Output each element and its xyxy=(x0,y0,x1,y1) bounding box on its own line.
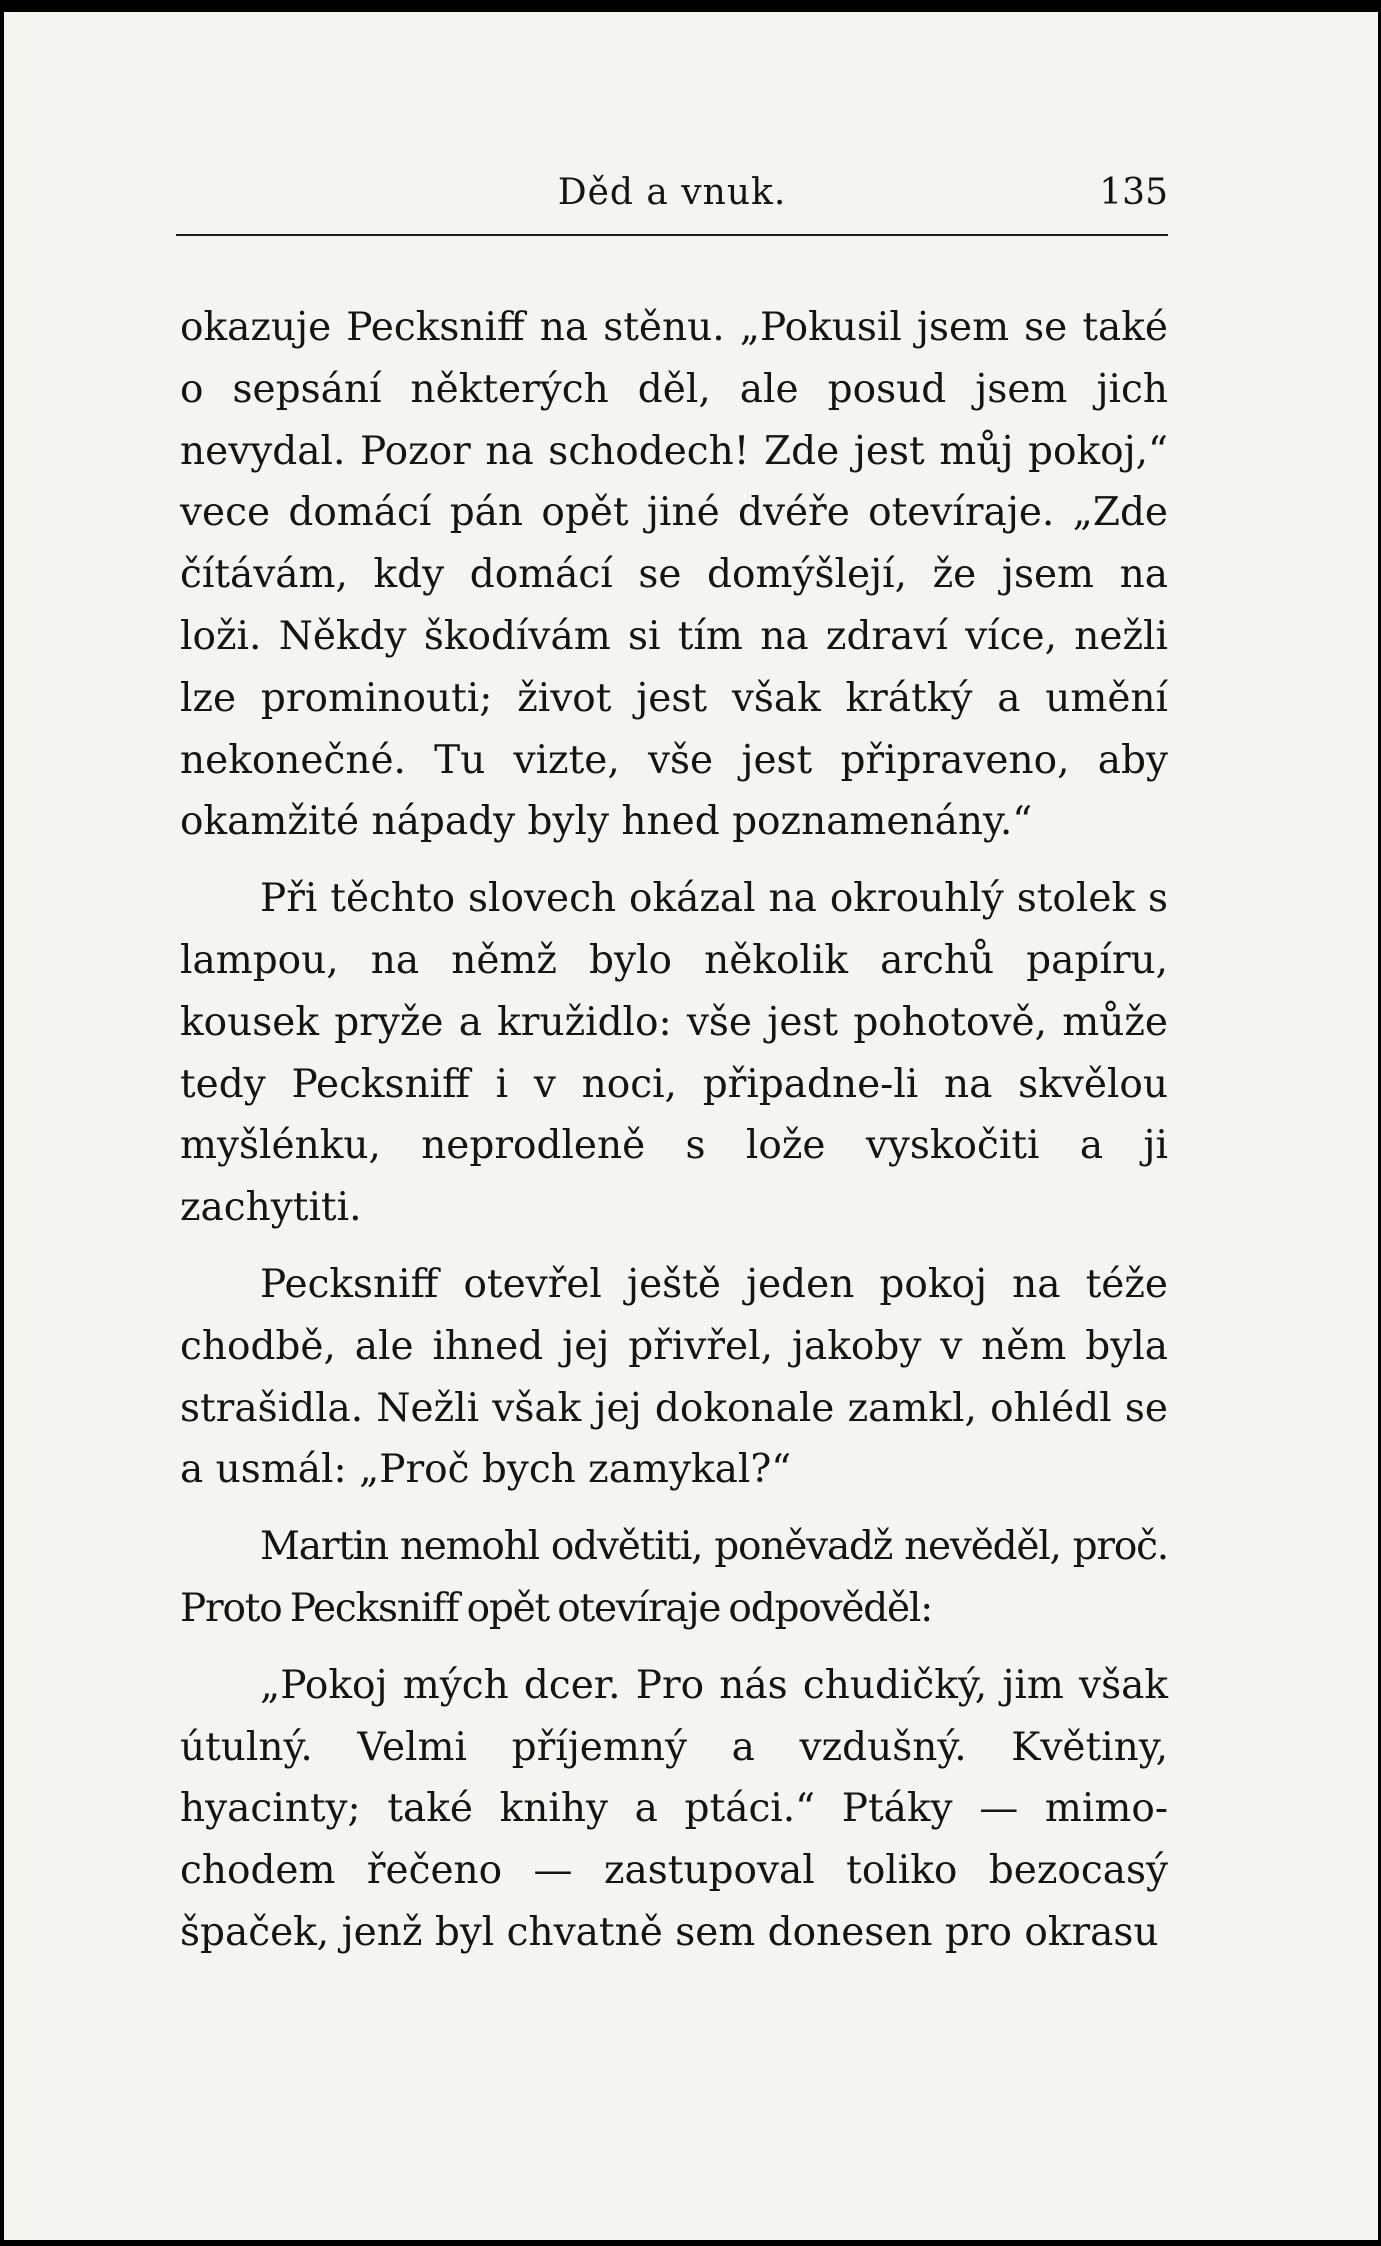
header-rule xyxy=(176,234,1168,236)
paragraph: Při těchto slovech okázal na okrouhlý stolek s lampou, na němž bylo několik archů papíru, kousek pryže a kružidlo: vše jest pohotově, může tedy Pecksniff i v noci, připadne-li na skvělou myšlénku, neprodleně s lože vyskočiti a ji zachytiti. xyxy=(180,876,1168,1231)
book-page xyxy=(4,12,1378,2240)
paragraph-continuation: okazuje Pecksniff na stěnu. „Pokusil jsem se také o sepsání některých děl, ale posud jsem jich nevydal. Pozor na schodech! Zde jest můj pokoj,“ vece domácí pán opět jiné dvéře otevíraje. „Zde čítávám, kdy domácí se domýšlejí, že jsem na loži. Někdy škodívám si tím na zdraví více, nežli lze prominouti; život jest však krátký a umění nekonečné. Tu vizte, vše jest připraveno, aby okamžité nápady byly hned poznamenány.“ xyxy=(180,305,1168,845)
body-text xyxy=(180,297,1168,1964)
paragraph: Martin nemohl odvětiti, poněvadž nevěděl, proč. Proto Pecksniff opět otevíraje odpověděl: xyxy=(180,1524,1168,1631)
page-header xyxy=(176,172,1168,232)
paragraph: Pecksniff otevřel ještě jeden pokoj na téže chodbě, ale ihned jej přivřel, jakoby v něm byla strašidla. Nežli však jej dokonale zamkl, ohlédl se a usmál: „Proč bych zamykal?“ xyxy=(180,1261,1168,1493)
page-number: 135 xyxy=(1099,172,1168,213)
paragraph: „Pokoj mých dcer. Pro nás chudičký, jim však útulný. Velmi příjemný a vzdušný. Květiny, hyacinty; také knihy a ptáci.“ Ptáky — mimochodem řečeno — zastupoval toliko bezocasý špaček, jenž byl chvatně sem donesen pro okrasu xyxy=(180,1662,1168,1955)
running-title: Děd a vnuk. xyxy=(557,172,787,213)
